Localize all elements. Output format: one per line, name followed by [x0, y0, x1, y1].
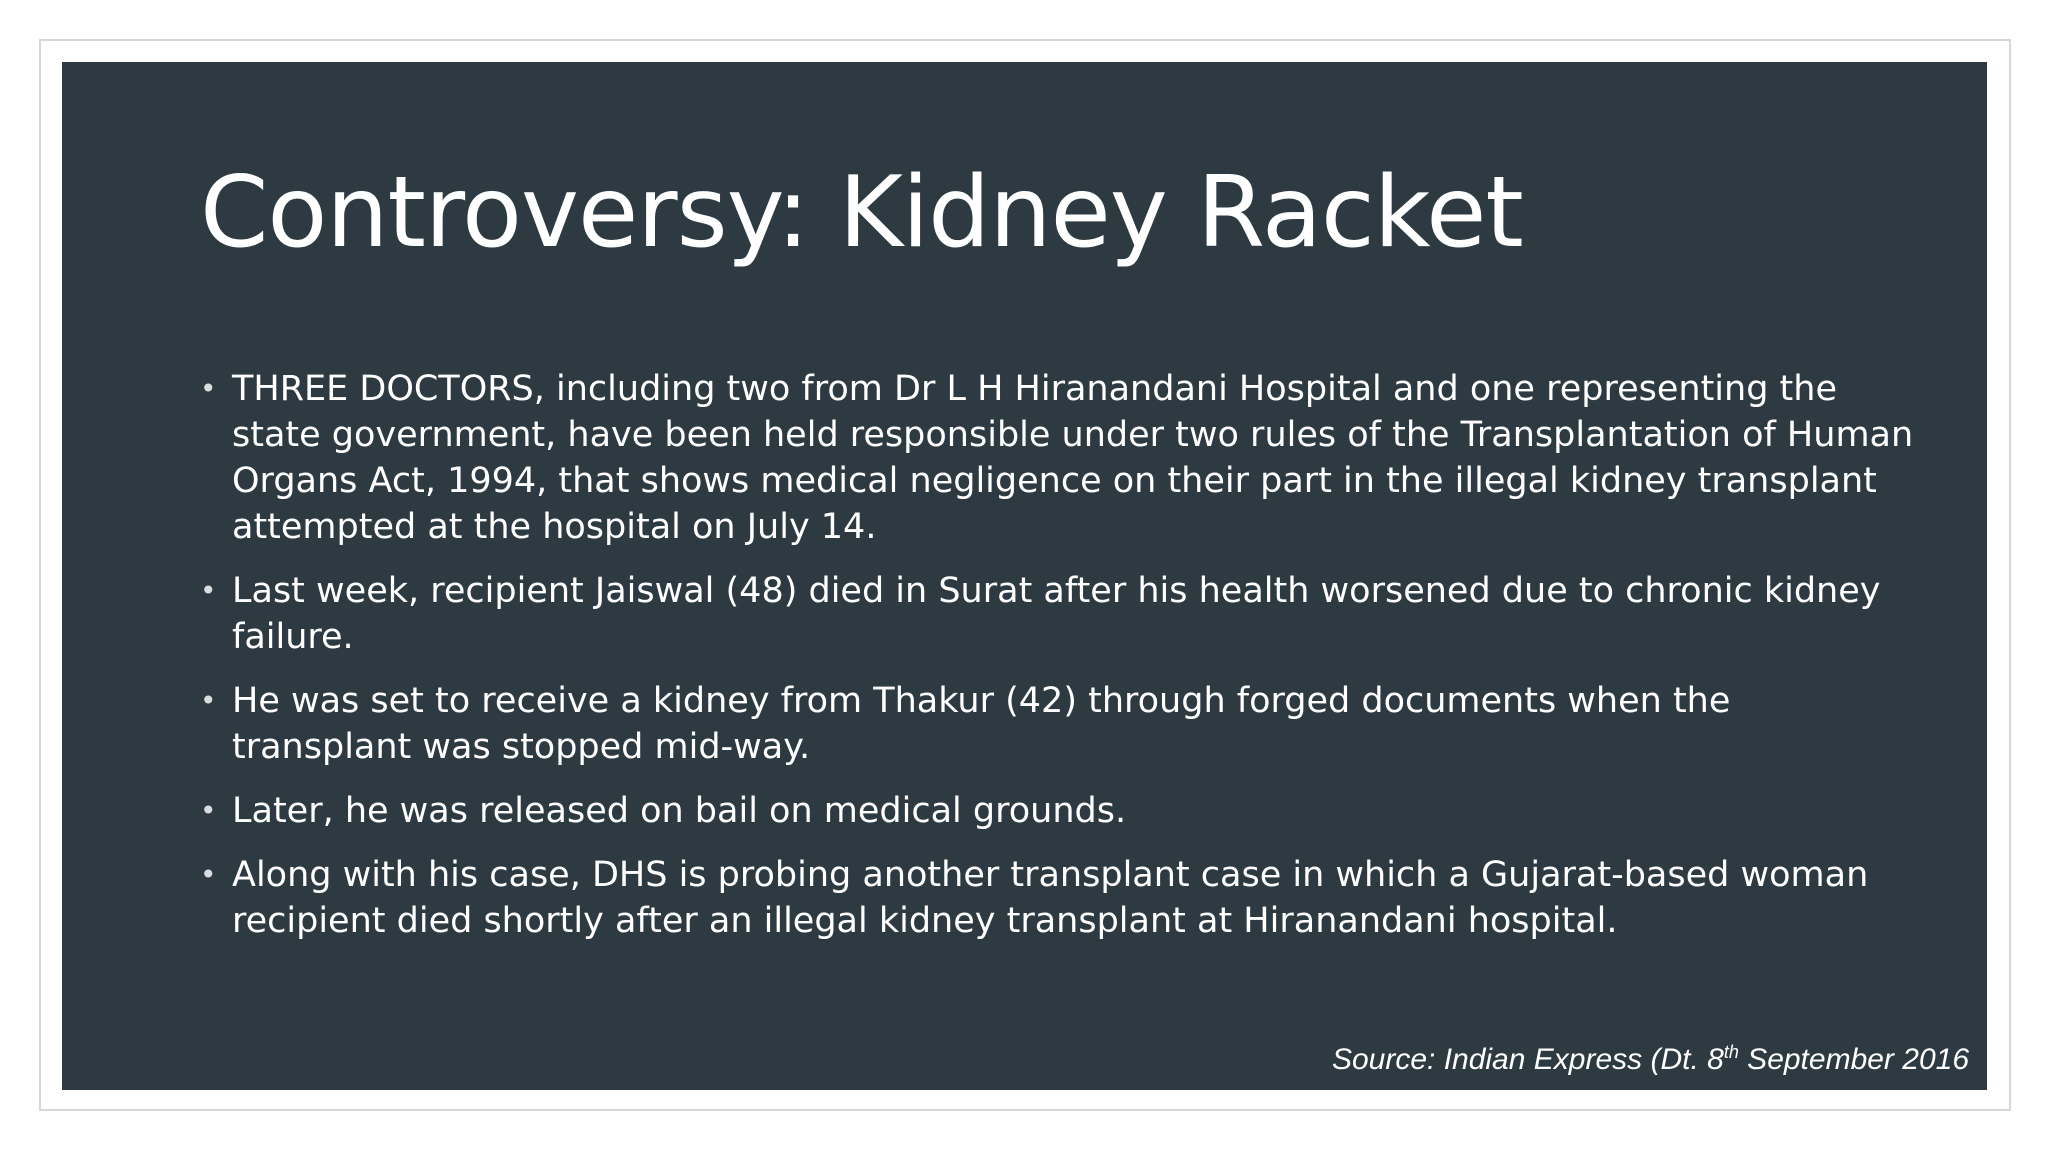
- bullet-text: Last week, recipient Jaiswal (48) died in Surat after his health worsened due to chronic kidney failure.: [232, 571, 1881, 657]
- source-suffix: September 2016: [1738, 1043, 1969, 1076]
- slide-title: Controversy: Kidney Racket: [200, 156, 1523, 270]
- bullet-text: Along with his case, DHS is probing another transplant case in which a Gujarat-based woman recipient died shortly after an illegal kidney transplant at Hiranandani hospital.: [232, 855, 1869, 941]
- source-prefix: Source: Indian Express (Dt. 8: [1331, 1043, 1724, 1076]
- slide: [62, 62, 1987, 1090]
- bullet-dot-icon: •: [200, 574, 217, 607]
- bullet-dot-icon: •: [200, 372, 217, 405]
- bullet-text: He was set to receive a kidney from Thakur (42) through forged documents when the transplant was stopped mid-way.: [232, 681, 1731, 767]
- bullet-text: THREE DOCTORS, including two from Dr L H Hiranandani Hospital and one representing the state government, have been held responsible under two rules of the Transplantation of Human Organs Act, 1994, that shows medical negligence on their part in the illegal kidney transplant attempted at the hospital on July 14.: [232, 369, 1914, 547]
- bullet-item-1: [200, 366, 1920, 550]
- bullet-item-5: [200, 852, 1920, 944]
- source-citation: [1332, 1042, 1969, 1078]
- source-superscript: th: [1723, 1042, 1739, 1062]
- bullet-dot-icon: •: [200, 684, 217, 717]
- bullet-text: Later, he was released on bail on medical grounds.: [232, 791, 1127, 831]
- bullet-dot-icon: •: [200, 858, 217, 891]
- bullet-list: [200, 366, 1920, 962]
- bullet-item-4: [200, 788, 1920, 834]
- bullet-item-2: [200, 568, 1920, 660]
- bullet-item-3: [200, 678, 1920, 770]
- bullet-dot-icon: •: [200, 794, 217, 827]
